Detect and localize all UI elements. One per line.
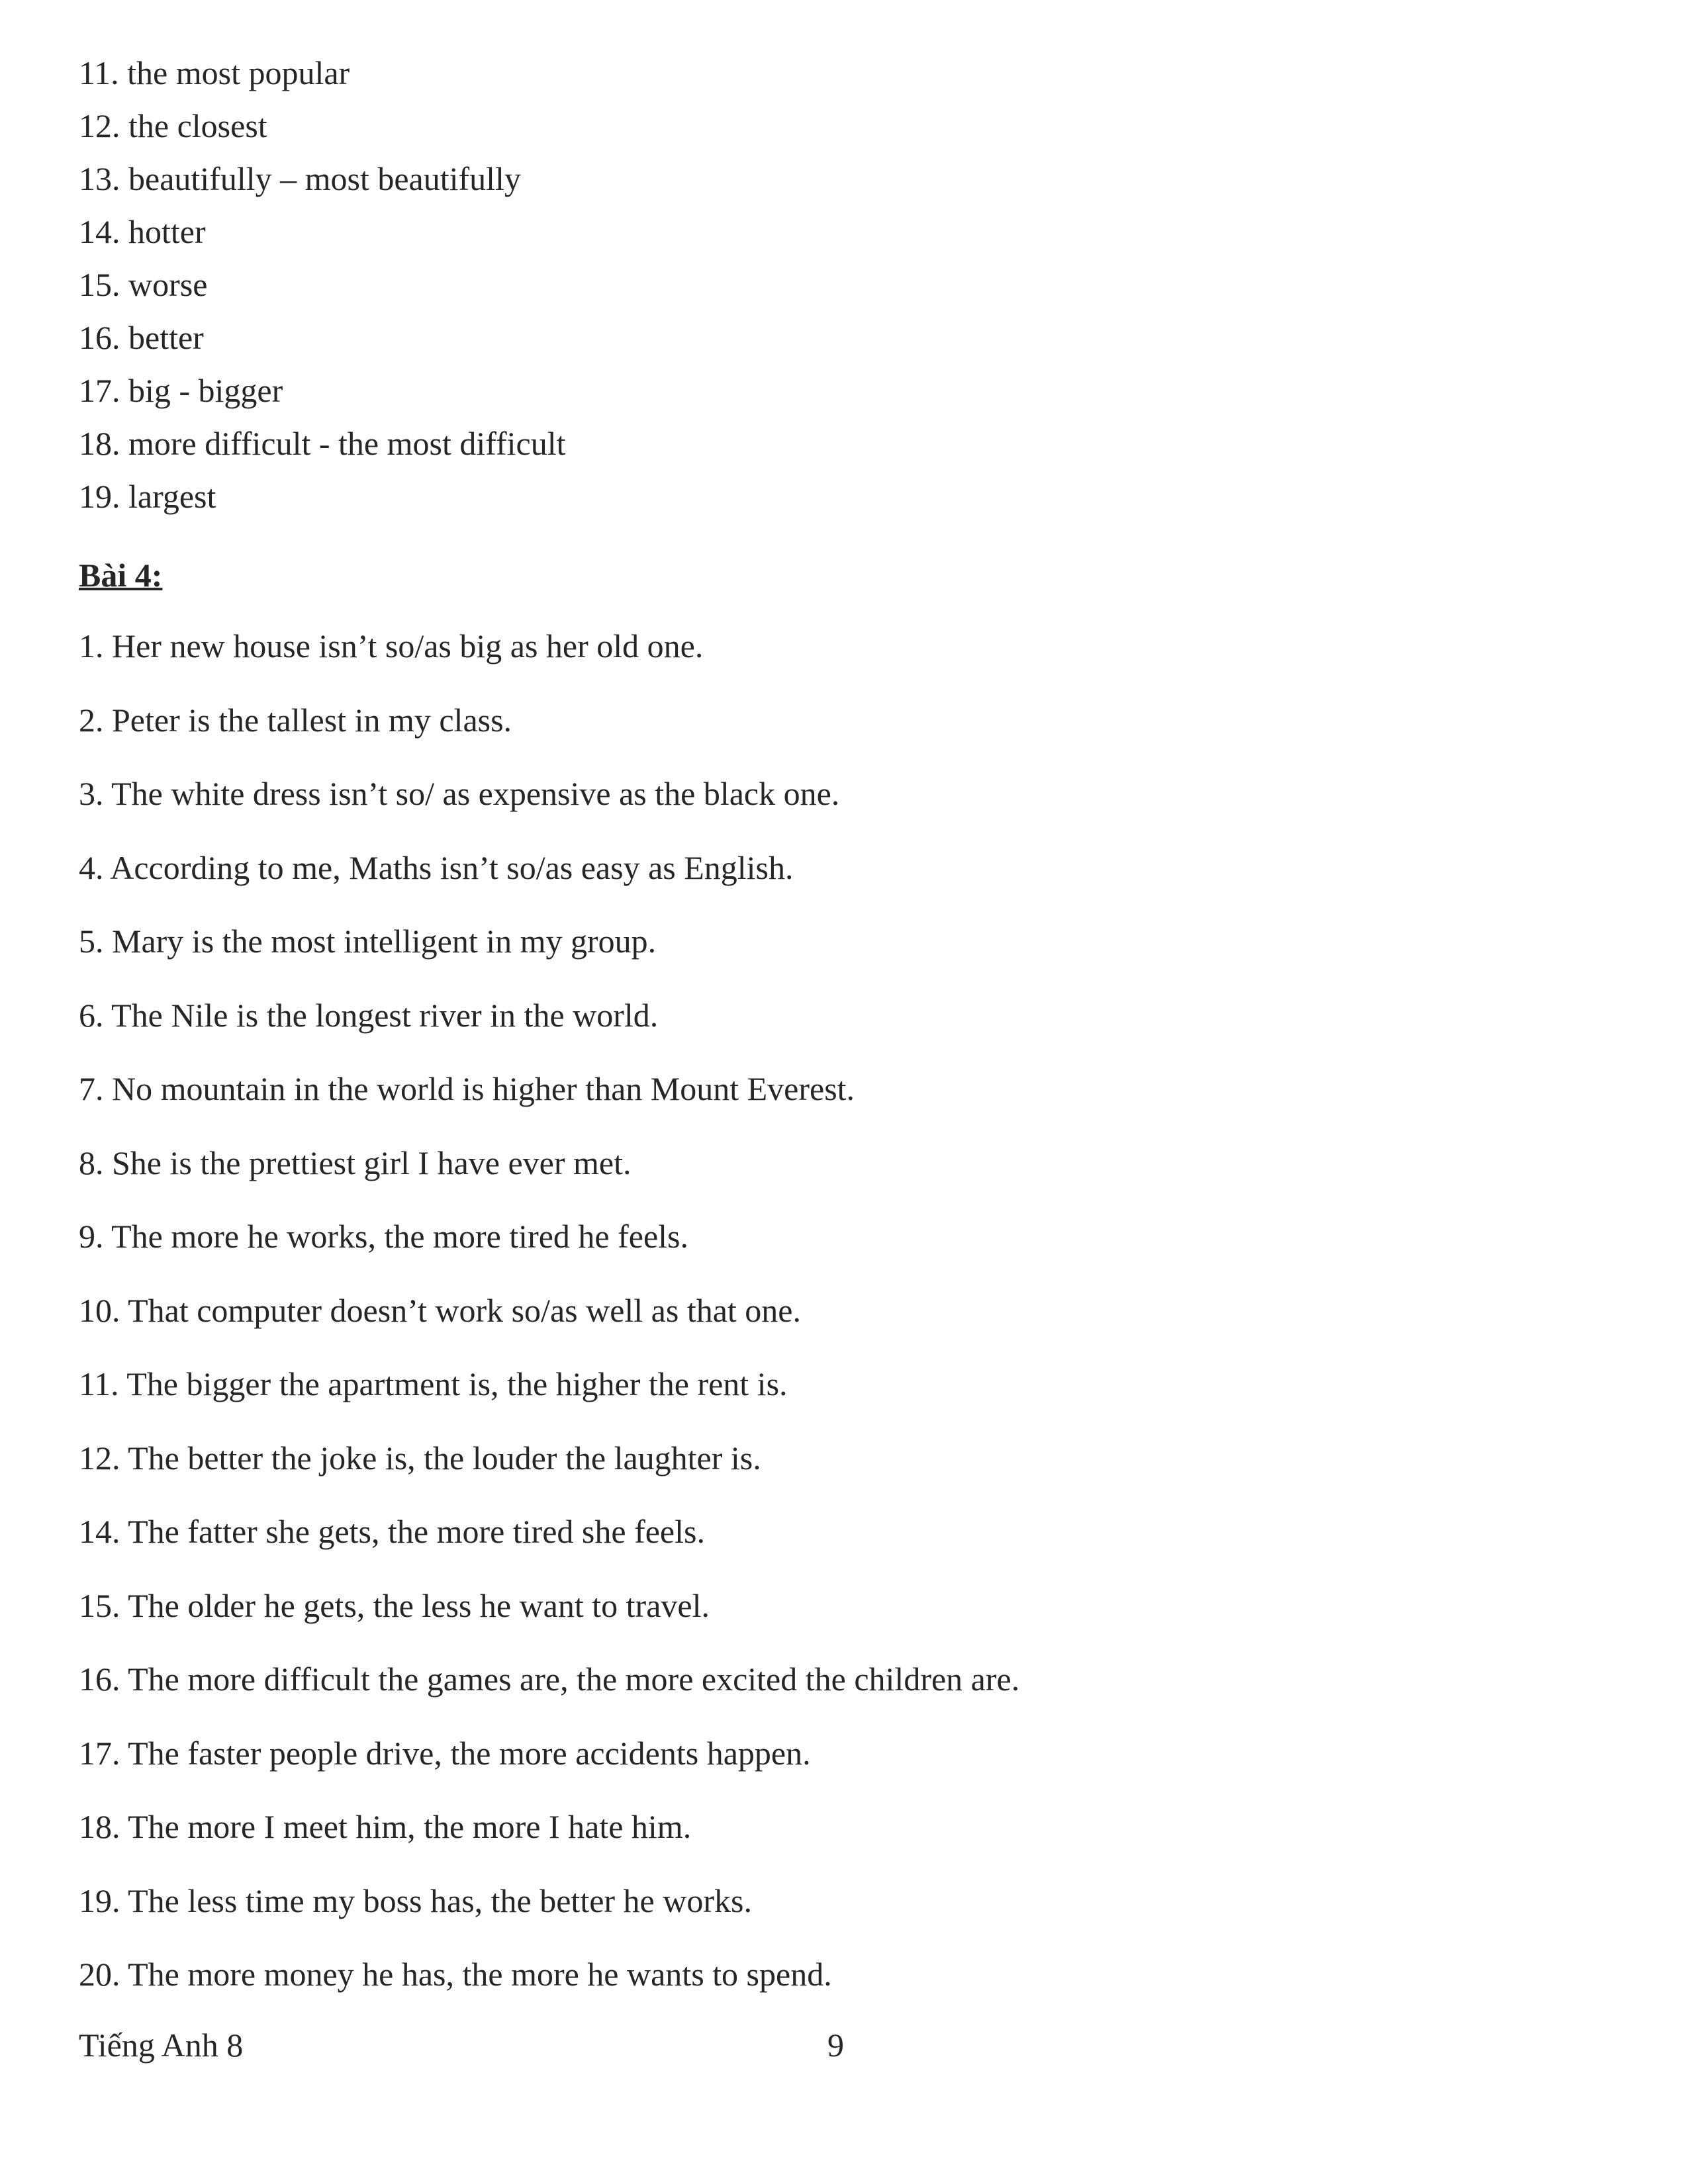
- list-item: 4. According to me, Maths isn’t so/as easy as English.: [79, 848, 794, 886]
- list-item: 19. largest: [79, 478, 216, 515]
- page-number: 9: [827, 2026, 844, 2064]
- list-item: 3. The white dress isn’t so/ as expensive as the black one.: [79, 775, 840, 812]
- list-item: 19. The less time my boss has, the better he works.: [79, 1882, 752, 1919]
- list-item: 12. the closest: [79, 107, 267, 144]
- list-item: 5. Mary is the most intelligent in my group.: [79, 923, 657, 960]
- list-item: 1. Her new house isn’t so/as big as her old one.: [79, 627, 704, 664]
- list-item: 2. Peter is the tallest in my class.: [79, 701, 512, 739]
- list-item: 11. the most popular: [79, 54, 350, 91]
- list-item: 13. beautifully – most beautifully: [79, 160, 521, 197]
- list-item: 7. No mountain in the world is higher than Mount Everest.: [79, 1070, 855, 1107]
- footer-title: Tiếng Anh 8: [79, 2026, 244, 2064]
- list-item: 12. The better the joke is, the louder the laughter is.: [79, 1439, 761, 1477]
- list-item: 14. The fatter she gets, the more tired she feels.: [79, 1513, 705, 1550]
- list-item: 16. better: [79, 319, 204, 356]
- list-item: 17. The faster people drive, the more accidents happen.: [79, 1734, 811, 1772]
- bai4-answer-list: [79, 610, 1019, 2012]
- list-item: 14. hotter: [79, 213, 206, 250]
- list-item: 17. big - bigger: [79, 372, 283, 409]
- list-item: 8. She is the prettiest girl I have ever met.: [79, 1144, 632, 1181]
- list-item: 20. The more money he has, the more he wants to spend.: [79, 1956, 832, 1993]
- list-item: 15. worse: [79, 266, 208, 303]
- list-item: 9. The more he works, the more tired he feels.: [79, 1218, 688, 1255]
- list-item: 11. The bigger the apartment is, the higher the rent is.: [79, 1365, 788, 1402]
- section-heading-bai4: Bài 4:: [79, 557, 163, 594]
- list-item: 10. That computer doesn’t work so/as well as that one.: [79, 1291, 801, 1329]
- answer-list-continued: [79, 46, 566, 523]
- list-item: 16. The more difficult the games are, the more excited the children are.: [79, 1661, 1020, 1698]
- list-item: 15. The older he gets, the less he want to travel.: [79, 1586, 710, 1624]
- list-item: 6. The Nile is the longest river in the world.: [79, 996, 659, 1034]
- list-item: 18. more difficult - the most difficult: [79, 425, 566, 462]
- list-item: 18. The more I meet him, the more I hate him.: [79, 1808, 692, 1845]
